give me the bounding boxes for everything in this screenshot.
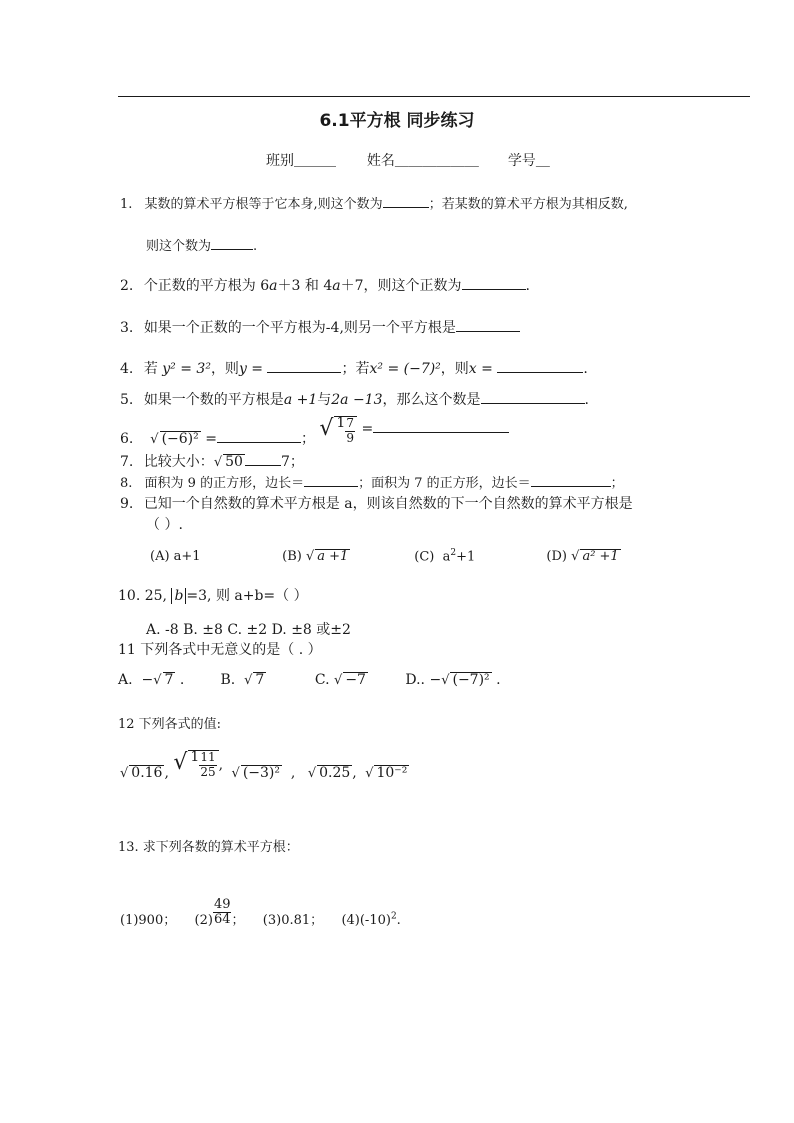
q8-text-a: 面积为 9 的正方形，边长＝ [144, 476, 305, 491]
q8-end: ； [610, 476, 624, 491]
q5-expr-2: 2a −13 [331, 392, 383, 408]
student-info [266, 150, 550, 170]
class-label: 班别 [266, 153, 294, 169]
q5-number: 5. [120, 392, 134, 408]
q12-radical-4: √ 0.25 , [307, 765, 357, 781]
q4-expr-3: x² = (−7)² [369, 361, 441, 377]
q2-text-b: ＋3 和 4 [277, 278, 333, 294]
question-1 [120, 193, 628, 212]
q6-number: 6. [120, 431, 134, 447]
q10-text-a: 10. 25, [118, 588, 172, 604]
q8-number: 8. [120, 476, 133, 491]
q4-expr-2: y = [238, 361, 264, 377]
class-blank[interactable]: ＿＿＿ [294, 153, 336, 169]
q6-fraction: $\frac{7}{9}$ [346, 416, 354, 445]
q5-end: . [584, 392, 589, 408]
q13-item-4: $(4)(-10)^2$. [341, 911, 401, 929]
q4-text-d: ，则 [440, 361, 469, 377]
question-10 [118, 585, 308, 605]
question-13: 13. 求下列各数的算术平方根： [118, 840, 299, 855]
q6-equals-1: = [205, 431, 217, 447]
q3-text: 如果一个正数的一个平方根为-4,则另一个平方根是 [143, 320, 456, 336]
q9-option-d[interactable]: (D) √ a² +1 [546, 549, 619, 565]
q7-number: 7. [120, 454, 134, 470]
q1-number: 1. [120, 197, 133, 212]
q8-blank-2[interactable] [531, 473, 611, 487]
q4-blank-1[interactable] [267, 359, 341, 373]
q1-text-b: ；若某数的算术平方根为其相反数, [428, 197, 628, 212]
id-label: 学号 [507, 153, 536, 169]
question-12: 12 下列各式的值: [118, 717, 222, 732]
q2-end: . [525, 278, 530, 294]
q9-paren: （ ）. [146, 517, 183, 533]
question-3 [120, 317, 520, 337]
q6-equals-2: = [361, 421, 374, 437]
q12-radical-3: √ (−3)² , [231, 765, 296, 781]
q5-text-a: 如果一个数的平方根是 [143, 392, 284, 408]
q1-end: . [253, 239, 258, 254]
question-1-cont [146, 235, 257, 254]
q13-items [120, 898, 401, 928]
q12-radical-1: √ 0.16 , [120, 765, 169, 781]
question-11: 11 下列各式中无意义的是（ . ） [118, 642, 322, 658]
name-label: 姓名 [366, 153, 395, 169]
q4-text-c: ；若 [341, 361, 370, 377]
q5-text-b: 与 [317, 392, 332, 408]
q2-blank[interactable] [462, 276, 526, 290]
q4-expr-1: y² = 3² [162, 361, 211, 377]
q3-blank[interactable] [456, 318, 520, 332]
question-8 [120, 472, 624, 491]
q2-var-a1: a [269, 278, 278, 294]
q9-option-a[interactable]: (A) a+1 [150, 549, 201, 565]
q7-blank[interactable] [245, 452, 281, 466]
q4-number: 4. [120, 361, 134, 377]
header-rule [118, 96, 750, 97]
q11-option-c[interactable]: C. √ −7 [314, 672, 366, 688]
page-title: 6.1平方根 同步练习 [319, 111, 475, 131]
q6-blank-2[interactable] [373, 419, 509, 433]
q10-options[interactable]: A. -8 B. ±8 C. ±2 D. ±8 或±2 [146, 622, 351, 638]
q4-end: . [583, 361, 588, 377]
q9-text: 已知一个自然数的算术平方根是 a，则该自然数的下一个自然数的算术平方根是 [143, 496, 633, 512]
q1-blank-1[interactable] [383, 194, 429, 208]
q6-radical-1: √ (−6)² [150, 431, 199, 447]
q4-expr-4: x = [468, 361, 493, 377]
q5-blank[interactable] [481, 390, 585, 404]
q1-text-a: 某数的算术平方根等于它本身,则这个数为 [144, 197, 383, 212]
q2-text-c: ＋7，则这个正数为 [340, 278, 462, 294]
q5-expr-1: a +1 [283, 392, 318, 408]
q9-options [150, 548, 621, 565]
q5-text-c: ，那么这个数是 [382, 392, 481, 408]
q9-number: 9. [120, 496, 134, 512]
q6-whole: 1 [336, 415, 346, 431]
question-4 [120, 358, 588, 378]
q8-blank-1[interactable] [304, 473, 358, 487]
q7-radical: √ 50 [213, 454, 243, 470]
q7-tail: 7； [280, 454, 304, 470]
q4-text-a: 若 [143, 361, 158, 377]
q1-blank-2[interactable] [211, 236, 253, 250]
q11-option-a[interactable]: A. −√ 7 . [118, 672, 185, 688]
q4-blank-2[interactable] [497, 359, 583, 373]
name-blank[interactable]: ＿＿＿＿＿＿ [394, 153, 479, 169]
q13-item-2: (2) $\frac{49}{64}$ ； [194, 897, 245, 929]
q12-radical-2: √ 1 $\frac{11}{25}$ , [173, 749, 224, 779]
q6-sep: ； [300, 431, 315, 447]
q11-option-d[interactable]: D.. −√ (−7)² . [405, 672, 501, 688]
id-blank[interactable]: ＿ [535, 153, 550, 169]
q13-item-3: (3)0.81； [262, 913, 324, 929]
q6-blank-1[interactable] [217, 429, 301, 443]
question-6 [120, 416, 509, 445]
q4-text-b: ，则 [210, 361, 239, 377]
q7-text: 比较大小： [143, 454, 214, 470]
q8-text-b: ；面积为 7 的正方形，边长＝ [358, 476, 531, 491]
q13-item-1: (1)900； [120, 913, 177, 929]
q2-text-a: 个正数的平方根为 6 [143, 278, 270, 294]
q1-text-c: 则这个数为 [146, 239, 212, 254]
q10-abs: b [171, 588, 186, 604]
q11-option-b[interactable]: B. √ 7 [220, 672, 265, 688]
q6-radical-2: √ 1 $\frac{7}{9}$ [319, 416, 357, 445]
question-9 [120, 493, 633, 513]
question-2 [120, 275, 530, 295]
q10-text-b: =3, 则 a+b=（ ） [186, 588, 308, 604]
q2-number: 2. [120, 278, 134, 294]
q12-radical-5: √ 10⁻² [365, 765, 408, 781]
q2-var-a2: a [332, 278, 341, 294]
q9-option-b[interactable]: (B) √ a +1 [282, 549, 349, 565]
question-5 [120, 389, 589, 409]
q3-number: 3. [120, 320, 134, 336]
q9-option-c[interactable]: (C) $a^2+1$ [414, 548, 476, 565]
question-7 [120, 451, 304, 471]
q12-expressions [120, 750, 409, 779]
q11-options [118, 672, 501, 688]
